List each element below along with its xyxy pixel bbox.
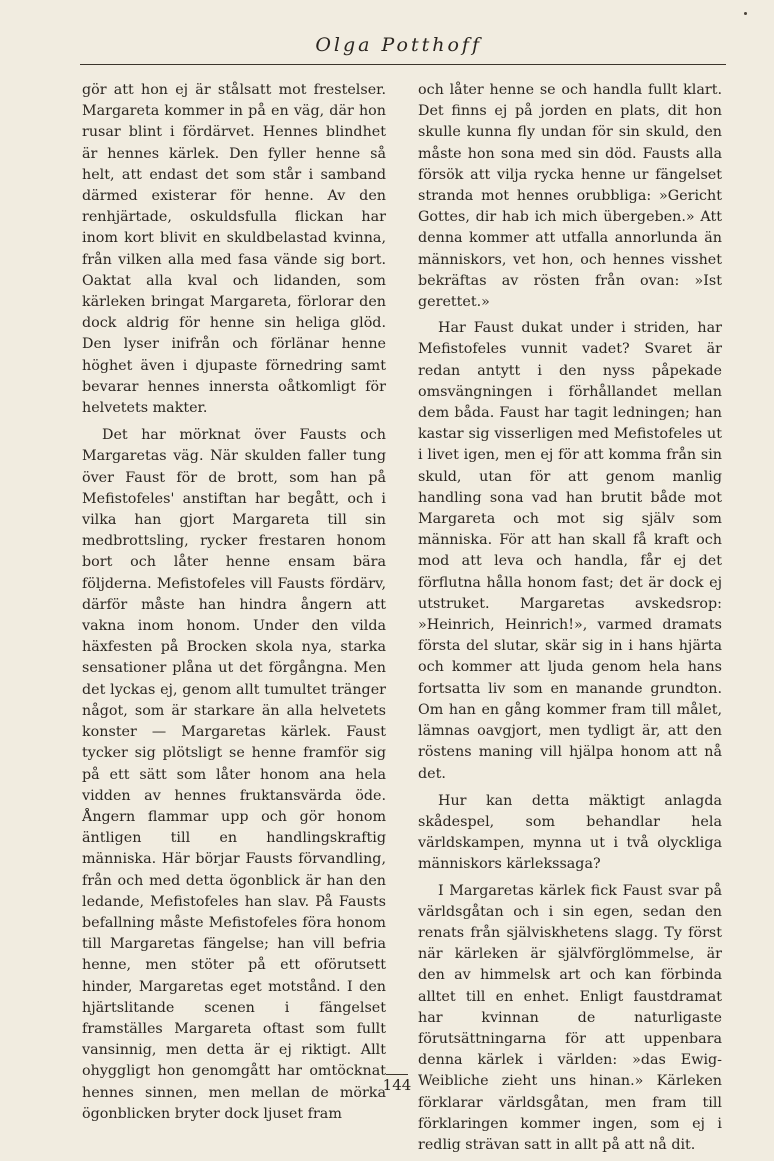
corner-dot: [744, 12, 747, 15]
paragraph: och låter henne se och handla fullt klart. Det finns ej på jorden en plats, dit hon skulle kunna fly undan för sin skuld, den måste hon sona med sin död. Fausts alla försök att vilja rycka henne ur fängelset stranda mot hennes orubbliga: »Gericht Gottes, dir hab ich mich übergeben.» Att denna kommer att utfalla annorlunda än människors, vet hon, och hennes visshet bekräftas av rösten från ovan: »Ist gerettet.»: [418, 82, 722, 311]
paragraph: I Margaretas kärlek fick Faust svar på världsgåtan och i sin egen, sedan den renats från själviskhetens slagg. Ty först när kärleken är självförglömmelse, är den av himmelsk art och kan förbinda alltet till en enhet. Enligt faustdramat har kvinnan de naturligaste förutsättningarna för att uppenbara denna kärlek i världen: »das Ewig-Weibliche zieht uns hinan.» Kärleken förklarar världsgåtan, men fram till förklaringen kommer ingen, som ej i redlig strävan satt in allt på att nå dit.: [418, 882, 722, 1153]
paragraph: Har Faust dukat under i striden, har Mefistofeles vunnit vadet? Svaret är redan antytt i den nyss påpekade omsvängningen i förhållandet mellan dem båda. Faust har tagit ledningen; han kastar sig visserligen med Mefistofeles ut i livet igen, men ej för att komma från sin skuld, utan för att genom manlig handling sona vad han brutit både mot Margareta och mot sig själv som människa. För att han skall få kraft och mod att leva och handla, får ej det förflutna hålla honom fast; det är dock ej utstruket. Margaretas avskedsrop: »Heinrich, Heinrich!», varmed dramats första del slutar, skär sig in i hans hjärta och kommer att ljuda genom hela hans fortsatta liv som en manande grundton. Om han en gång kommer fram till målet, lämnas oavgjort, men tydligt är, att den röstens maning vill hjälpa honom att nå det.: [418, 320, 722, 782]
paragraph: Det har mörknat över Fausts och Margaretas väg. När skulden faller tung över Faust för de brott, som han på Mefistofeles' anstiftan har begått, och i vilka han gjort Margareta till sin medbrottsling, rycker frestaren honom bort och låter henne ensam bära följderna. Mefistofeles vill Fausts fördärv, därför måste han hindra ångern att vakna inom honom. Under den vilda häxfesten på Brocken skola nya, starka sensationer plåna ut det förgångna. Men det lyckas ej, genom allt tumultet tränger något, som är starkare än alla helvetets konster — Margaretas kärlek. Faust tycker sig plötsligt se henne framför sig på ett sätt som låter honom ana hela vidden av hennes fruktansvärda öde. Ångern flammar upp och gör honom äntligen till en handlingskraftig människa. Här börjar Fausts förvandling, från och med detta ögonblick är han den ledande, Mefistofeles han slav. På Fausts befallning måste Mefistofeles föra honom till Margaretas fängelse; han vill befria henne, men stöter på ett oförutsett hinder, Margaretas eget motstånd. I den hjärtslitande scenen i fängelset framställes Margareta oftast som fullt vansinnig, men detta är ej riktigt. Allt ohyggligt hon genomgått har omtöcknat hennes sinnen, men mellan de mörka ögonblicken bryter dock ljuset fram: [82, 427, 386, 1122]
paragraph: Hur kan detta mäktigt anlagda skådespel, som behandlar hela världskampen, mynna ut i två olyckliga människors kärlekssaga?: [418, 792, 722, 873]
header-rule: [80, 64, 726, 65]
right-column: [418, 80, 722, 1161]
left-column: [82, 80, 386, 1130]
running-title: Olga Potthoff: [315, 34, 482, 56]
page-number: 144: [382, 1076, 412, 1094]
folio-rule: [386, 1074, 408, 1075]
paragraph: gör att hon ej är stålsatt mot frestelser. Margareta kommer in på en väg, där hon rusar blint i fördärvet. Hennes blindhet är hennes kärlek. Den fyller henne så helt, att endast det som står i samband därmed existerar för henne. Av den renhjärtade, oskuldsfulla flickan har inom kort blivit en skuldbelastad kvinna, från vilken alla med fasa vände sig bort. Oaktat alla kval och lidanden, som kärleken bringat Margareta, förlorar den dock aldrig för henne sin heliga glöd. Den lyser inifrån och förlänar henne höghet även i djupaste förnedring samt bevarar hennes innersta oåtkomligt för helvetets makter.: [82, 82, 386, 417]
